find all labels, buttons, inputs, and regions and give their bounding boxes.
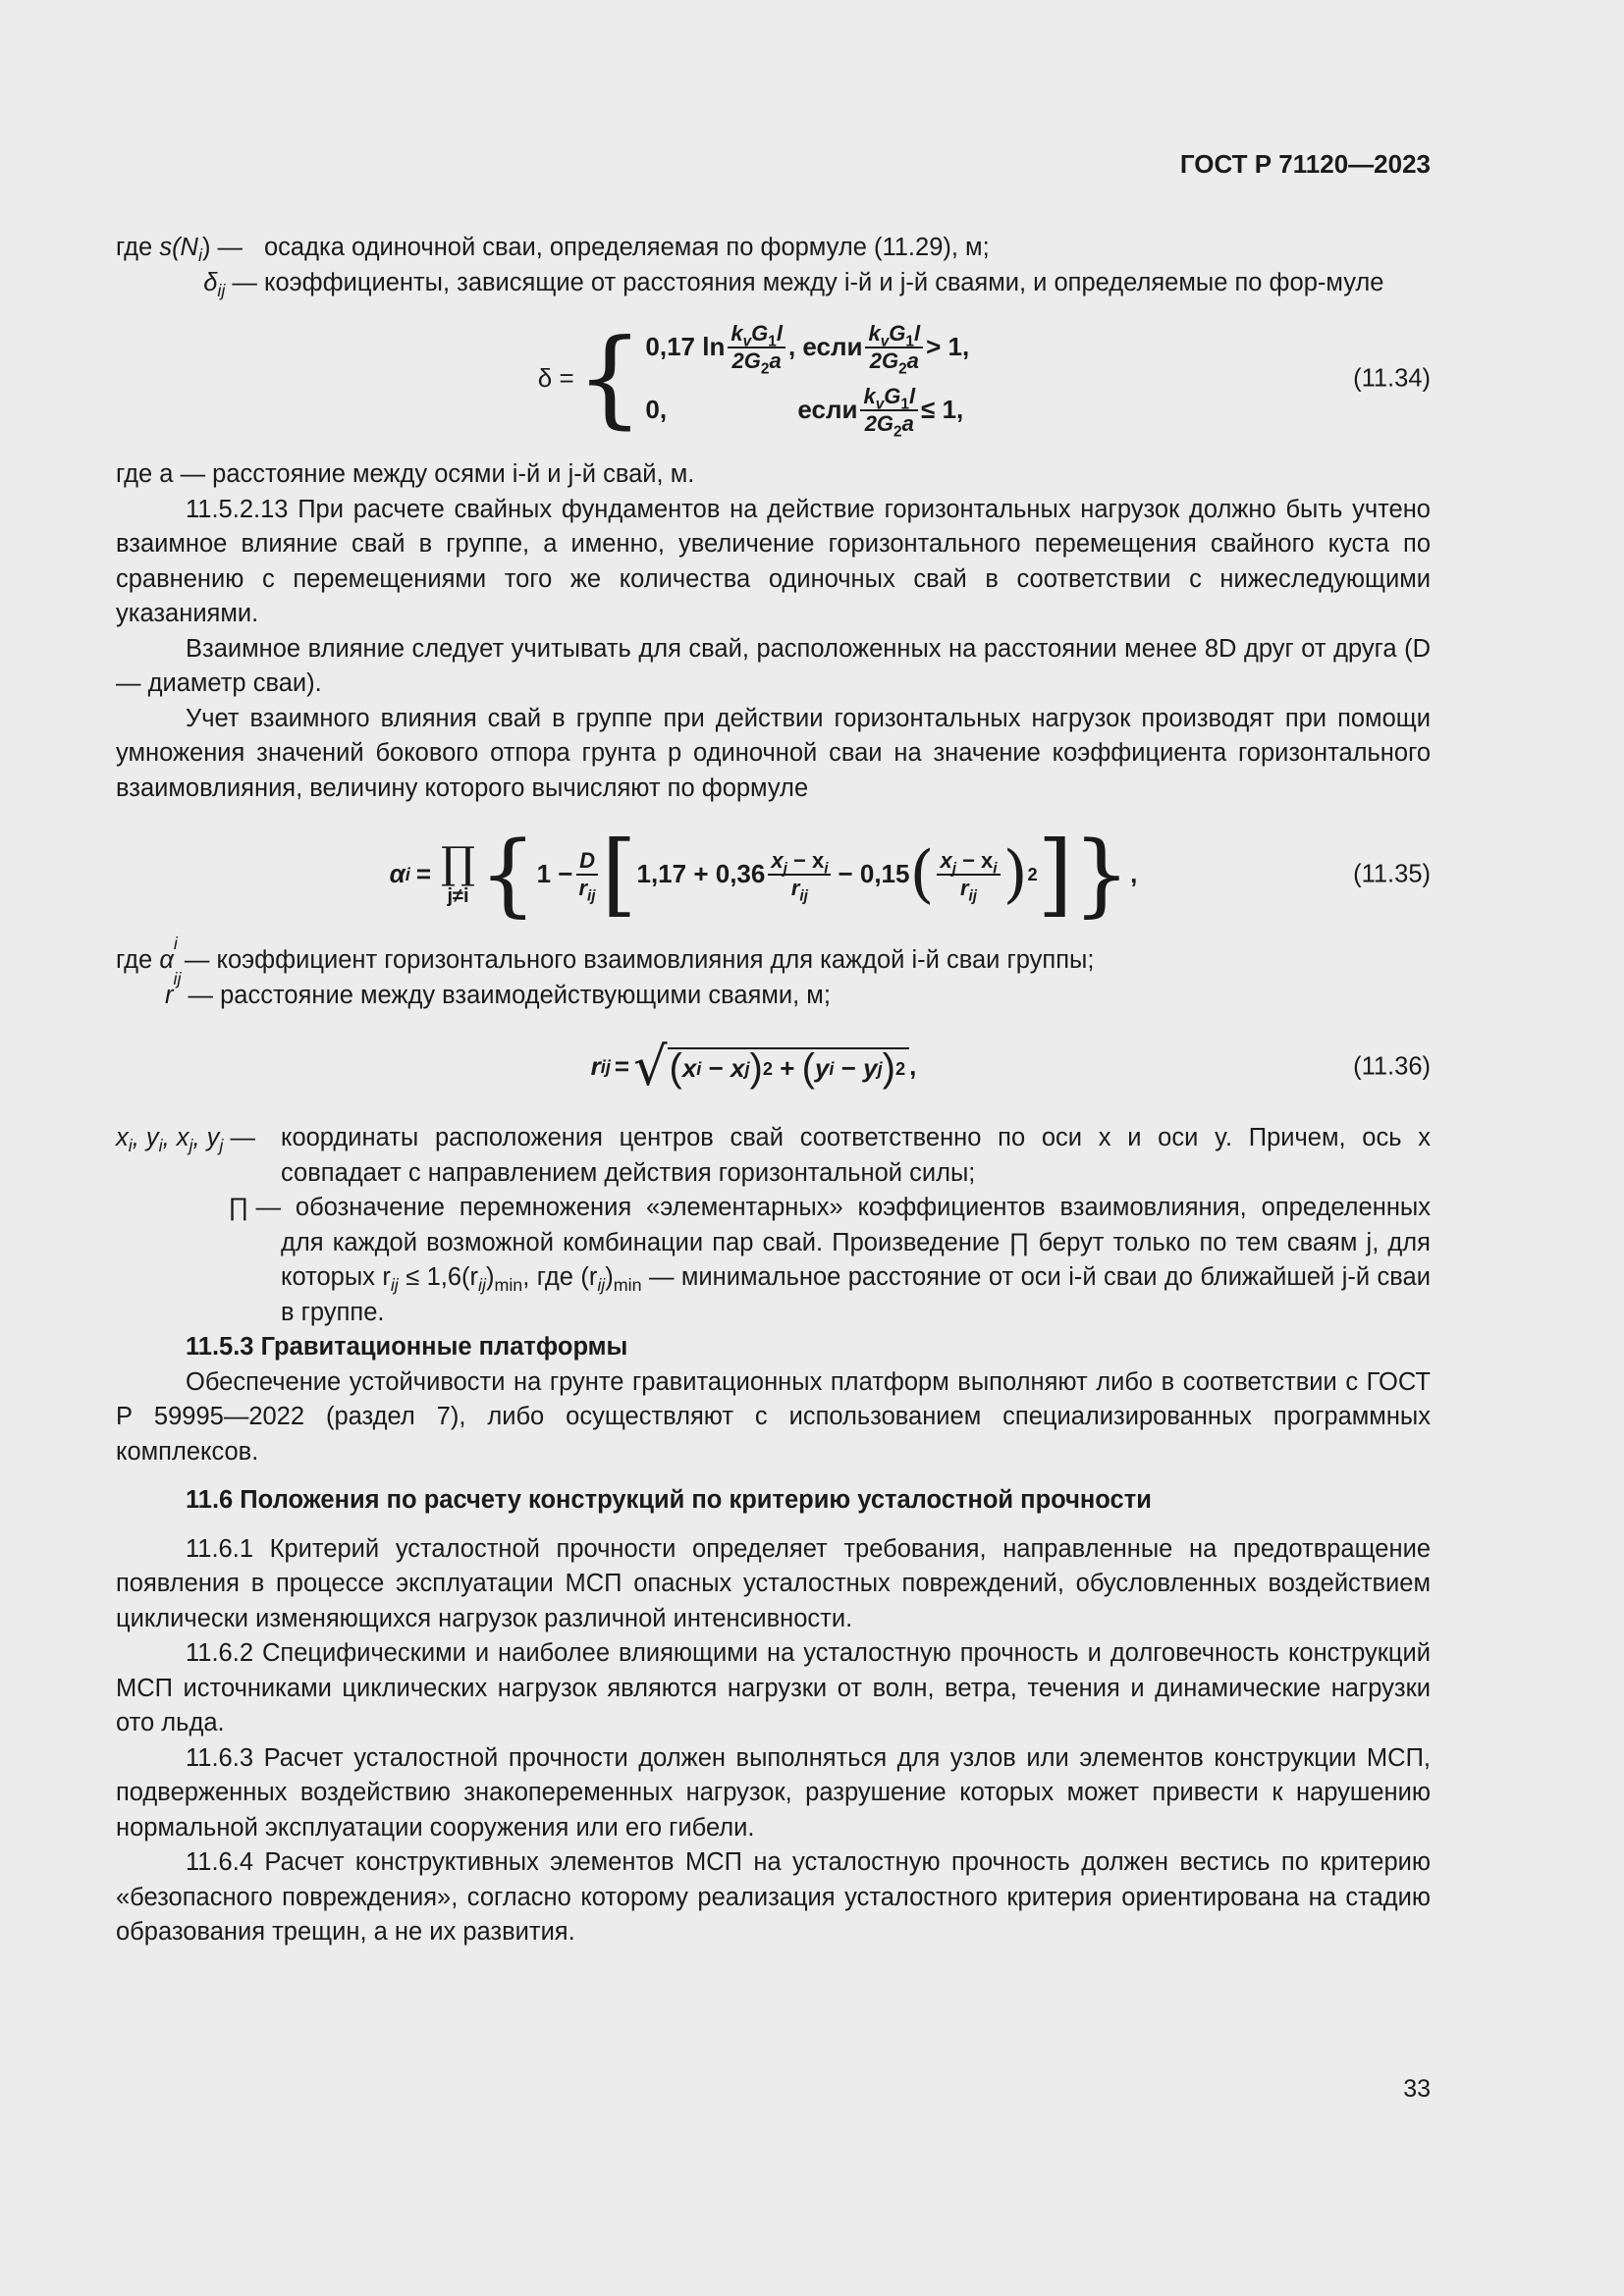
- clause-11-6-4: 11.6.4 Расчет конструктивных элементов МСП на усталостную прочность должен вестись по критерию «безопасного повреждения», согласно которому реализация усталостного критерия ориентирована на стадию образования трещин, а не их развития.: [116, 1848, 1431, 1946]
- product-operator: ∏ j≠i: [441, 838, 476, 907]
- definition-a: где a — расстояние между осями i-й и j-й свай, м.: [116, 460, 695, 488]
- formula-case-1: 0,17 ln $\frac{k_vG_1l}{2G_2a}$ , если $\frac{k_vG_1l}{2G_2a}$ > 1,: [645, 321, 970, 378]
- definition-coordinates-text: координаты расположения центров свай соответственно по оси x и оси y. Причем, ось x совпадает с направлением действия горизонтальной силы;: [281, 1124, 1431, 1187]
- paragraph-11-5-3: Обеспечение устойчивости на грунте гравитационных платформ выполняют либо в соответствии с ГОСТ Р 59995—2022 (раздел 7), либо осуществляют с использованием специализированных программных комплексов.: [116, 1367, 1431, 1466]
- formula-number-11-36: (11.36): [1353, 1052, 1431, 1081]
- clause-11-6-1: 11.6.1 Критерий усталостной прочности определяет требования, направленные на предотвращение появления в процессе эксплуатации МСП опасных усталостных повреждений, обусловленных воздействием циклически изменяющихся нагрузок различной интенсивности.: [116, 1534, 1431, 1632]
- square-root: √ ( x i − x j ) 2 + ( y i − y j ) 2: [633, 1041, 909, 1094]
- definition-s-text: осадка одиночной сваи, определяемая по формуле (11.29), м;: [264, 234, 990, 261]
- definition-delta: $\delta_{ij}$ — коэффициенты, зависящие от расстояния между i-й и j-й сваями, и определяемые по фор-муле: [116, 266, 1431, 301]
- formula-case-2: 0, если $\frac{k_vG_1l}{2G_2a}$ ≤ 1,: [645, 384, 964, 441]
- definition-alpha: где α i — коэффициент горизонтального взаимовлияния для каждой i-й сваи группы;: [116, 934, 1095, 974]
- heading-11-6: 11.6 Положения по расчету конструкций по критерию усталостной прочности: [186, 1486, 1152, 1514]
- standard-header: ГОСТ Р 71120—2023: [1179, 149, 1431, 179]
- paragraph-account: Учет взаимного влияния свай в группе при действии горизонтальных нагрузок производят при помощи умножения значений бокового отпора грунта p одиночной сваи на значение коэффициента горизонтального взаимовлияния, величину которого вычисляют по формуле: [116, 704, 1431, 802]
- page-number: 33: [1403, 2075, 1431, 2103]
- formula-number-11-35: (11.35): [1353, 860, 1431, 888]
- page-content: [116, 231, 1431, 1950]
- definition-delta-text: коэффициенты, зависящие от расстояния между i-й и j-й сваями, и определяемые по фор-муле: [264, 268, 1384, 296]
- clause-11-6-3: 11.6.3 Расчет усталостной прочности должен выполняться для узлов или элементов конструкции МСП, подверженных воздействию знакопеременных нагрузок, разрушение которых может привести к нарушению нормальной эксплуатации сооружения или его гибели.: [116, 1743, 1431, 1842]
- formula-11-34: δ = { 0,17 ln $\frac{k_vG_1l}{2G_2a}$ , если $\frac{k_vG_1l}{2G_2a}$ > 1, 0, если $\frac{k_vG_1l}{2G_2a}$ ≤ 1, (11.34): [537, 317, 1431, 441]
- clause-11-5-2-13: 11.5.2.13 При расчете свайных фундаментов на действие горизонтальных нагрузок должно быть учтено взаимное влияние свай в группе, а именно, увеличение горизонтального перемещения свайного куста по сравнению с перемещениями того же количества одиночных свай в соответствии с нижеследующими указаниями.: [116, 495, 1431, 627]
- formula-number-11-34: (11.34): [1353, 364, 1431, 393]
- definition-product: ∏ — обозначение перемножения «элементарных» коэффициентов взаимовлияния, определенных для каждой возможной комбинации пар свай. Произведение ∏ берут только по тем сваям j, для которых $r_{ij} \le 1,6(r_{ij})_{min}$, где $(r_{ij})_{min}$ — минимальное расстояние от оси i-й сваи до ближайшей j-й сваи в группе.: [228, 1194, 1431, 1326]
- formula-11-36: r ij = √ ( x i − x j ) 2 + ( y i − y j ) 2 , (11.36): [590, 1036, 1431, 1097]
- heading-11-5-3: 11.5.3 Гравитационные платформы: [186, 1333, 628, 1361]
- definition-r: r ij — расстояние между взаимодействующими сваями, м;: [165, 968, 831, 1009]
- formula-11-35: α i = ∏ j≠i { 1 − $\frac{D}{r_{ij}}$ [ 1,17 + 0,36 $\frac{x_j - x_i}{r_{ij}}$ − 0,15 ( $\frac{x_j - x_i}{r_{ij}}$ ) 2 ] } , (11.35): [389, 822, 1431, 927]
- definition-coordinates: $x_i$, $y_i$, $x_j$, $y_j$ — координаты расположения центров свай соответственно по оси x и оси y. Причем, ось x совпадает с направлением действия горизонтальной силы;: [116, 1121, 1431, 1191]
- clause-11-6-2: 11.6.2 Специфическими и наиболее влияющими на усталостную прочность и долговечность конструкций МСП источниками циклических нагрузок являются нагрузки от волн, ветра, течения и динамические нагрузки ото льда.: [116, 1639, 1431, 1736]
- paragraph-mutual-influence: Взаимное влияние следует учитывать для свай, расположенных на расстоянии менее 8D друг от друга (D — диаметр сваи).: [116, 634, 1431, 697]
- definition-s: где $s(N_i)$ — осадка одиночной сваи, определяемая по формуле (11.29), м;: [116, 231, 1431, 266]
